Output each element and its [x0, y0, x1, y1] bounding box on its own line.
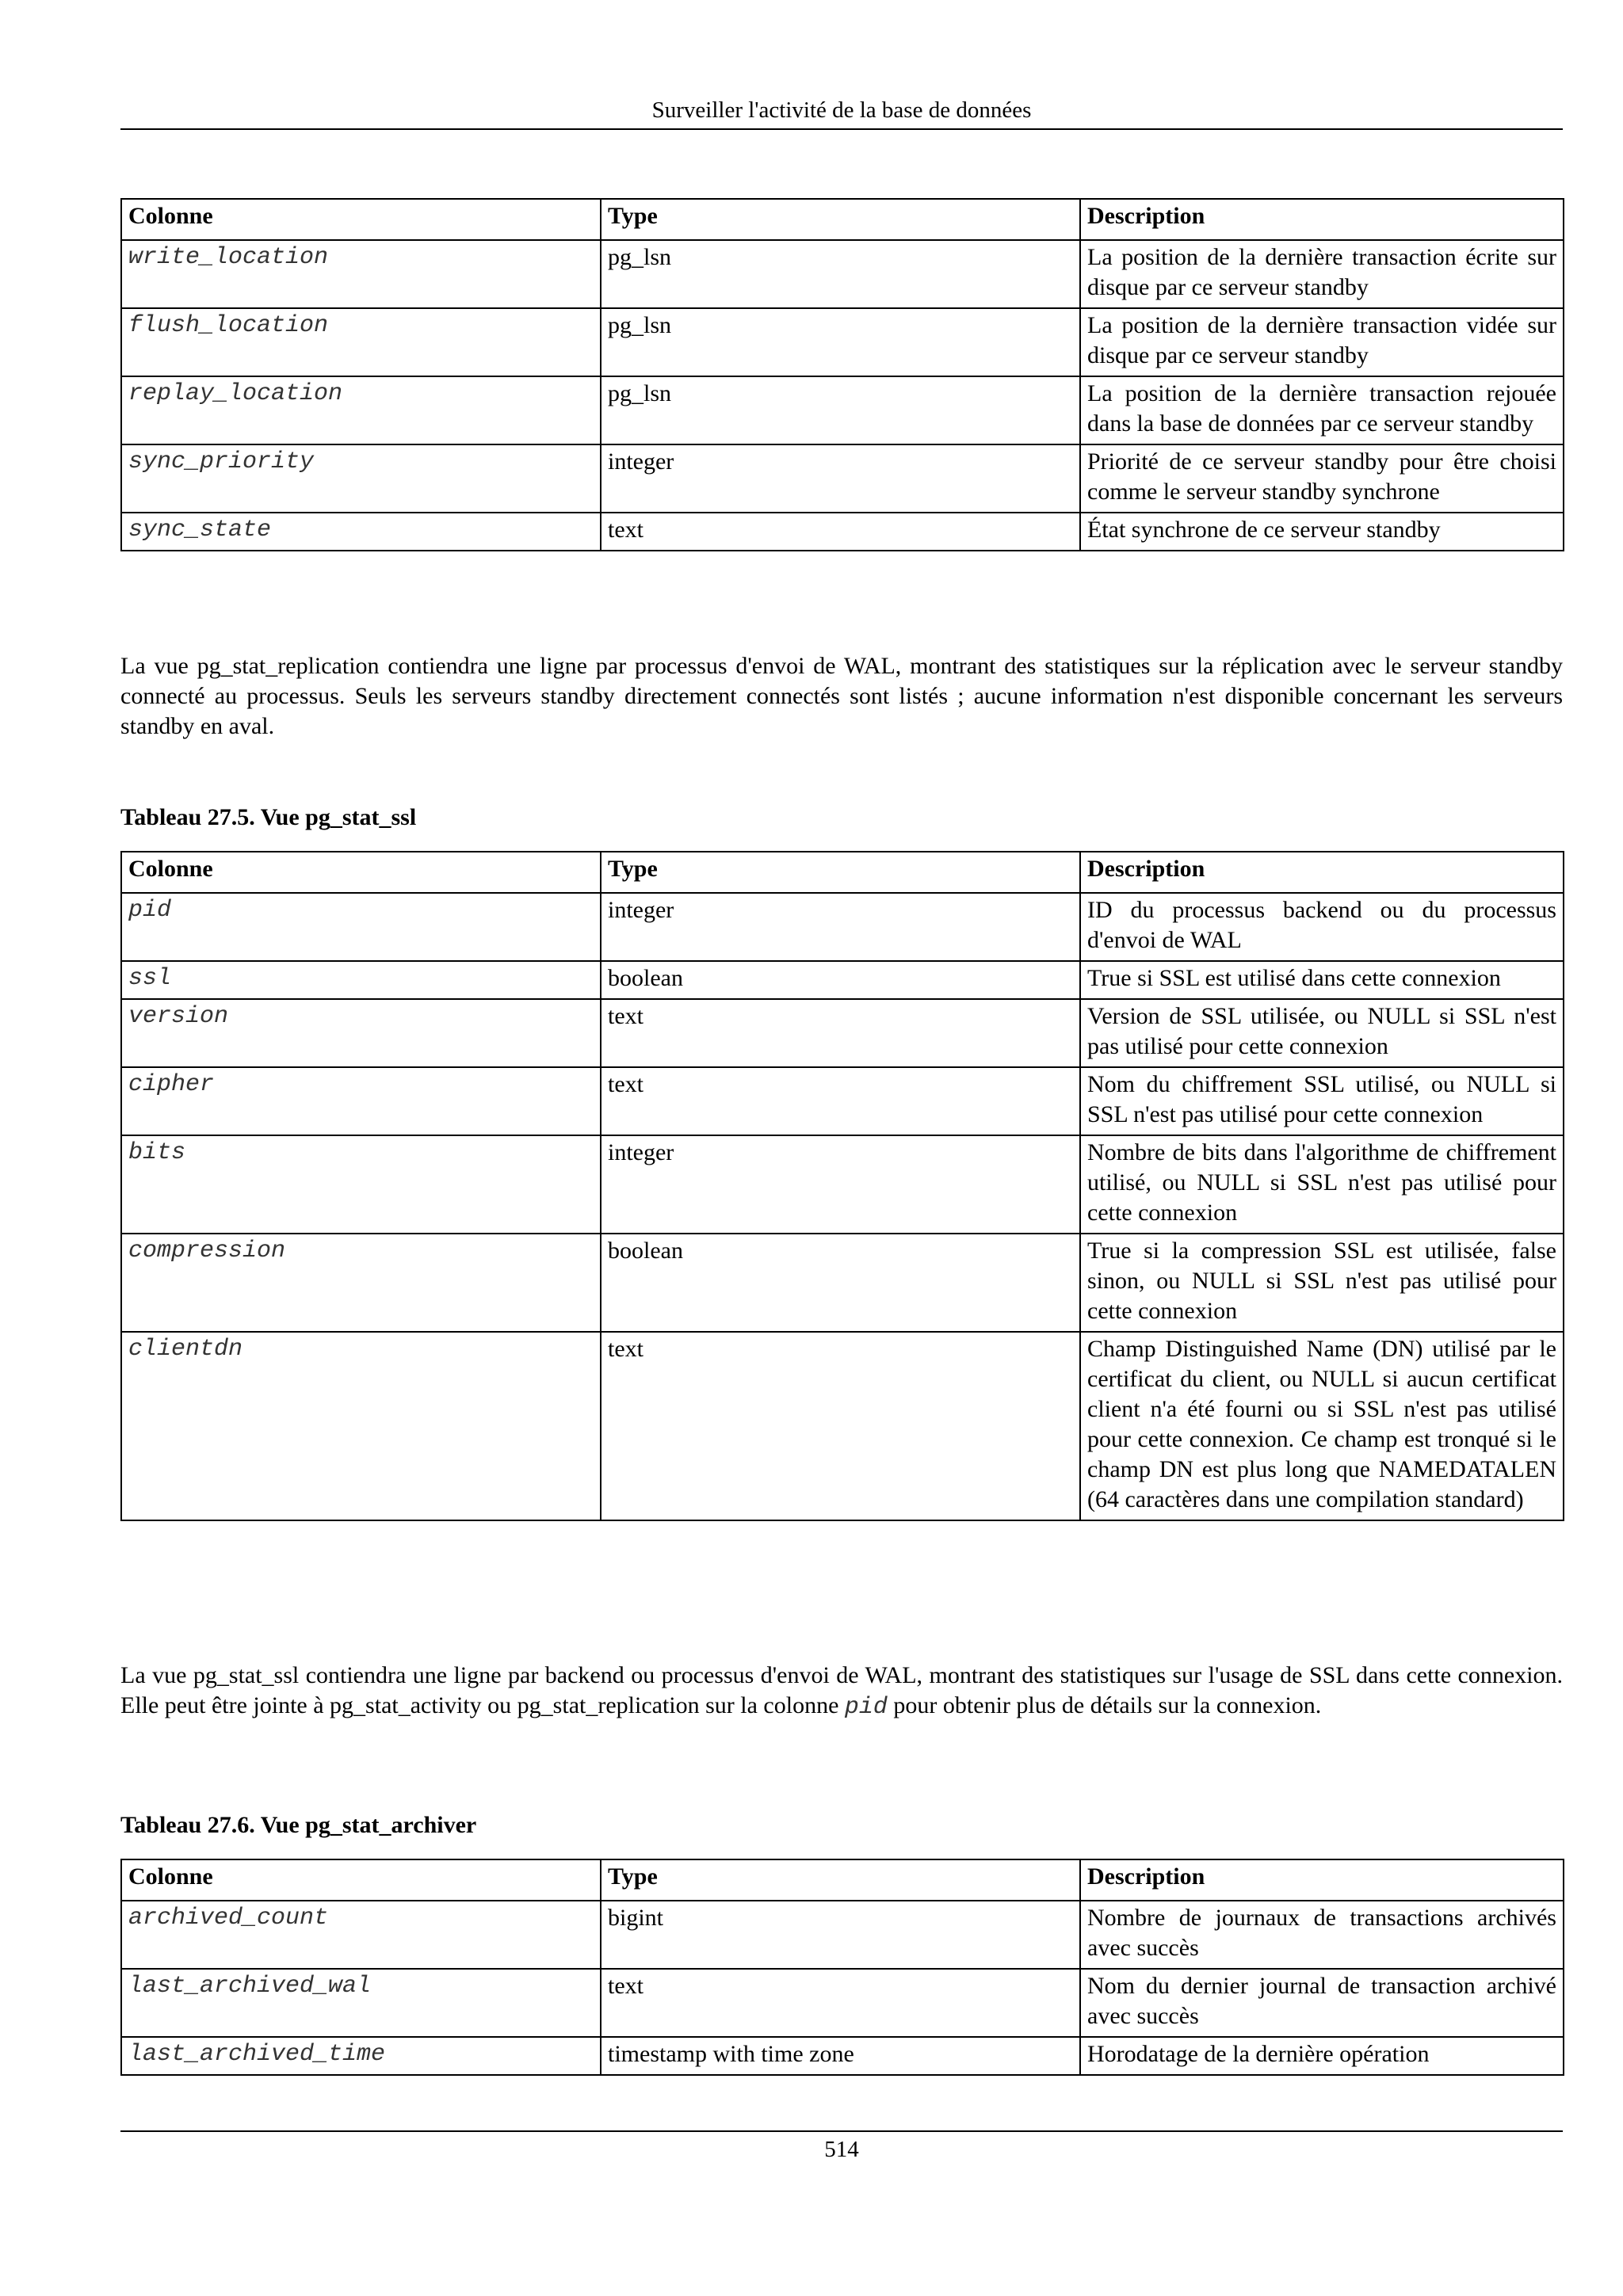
- table-row: [121, 444, 1564, 513]
- type-cell: pg_lsn: [601, 240, 1080, 308]
- type-cell: text: [601, 1067, 1080, 1135]
- description-cell: État synchrone de ce serveur standby: [1080, 513, 1564, 551]
- column-name-cell: replay_location: [121, 376, 601, 444]
- column-name-cell: last_archived_wal: [121, 1969, 601, 2037]
- description-cell: La position de la dernière transaction rejouée dans la base de données par ce serveur standby: [1080, 376, 1564, 444]
- column-name-cell: clientdn: [121, 1332, 601, 1520]
- ssl-paragraph: [120, 1661, 1563, 1722]
- type-cell: text: [601, 999, 1080, 1067]
- description-cell: Champ Distinguished Name (DN) utilisé par le certificat du client, ou NULL si aucun certificat client n'a été fourni ou si SSL n'est pas utilisé pour cette connexion. Ce champ est tronqué si le champ DN est plus long que NAMEDATALEN (64 caractères dans une compilation standard): [1080, 1332, 1564, 1520]
- ssl-paragraph-text: La vue pg_stat_ssl contiendra une ligne par backend ou processus d'envoi de WAL, montrant des statistiques sur l'usage de SSL dans cette connexion. Elle peut être jointe à pg_stat_activity ou pg_stat_replication sur la colonne: [120, 1662, 1563, 1718]
- column-name-cell: write_location: [121, 240, 601, 308]
- column-name-cell: cipher: [121, 1067, 601, 1135]
- description-cell: True si la compression SSL est utilisée, false sinon, ou NULL si SSL n'est pas utilisé pour cette connexion: [1080, 1234, 1564, 1332]
- description-cell: La position de la dernière transaction écrite sur disque par ce serveur standby: [1080, 240, 1564, 308]
- description-cell: ID du processus backend ou du processus d'envoi de WAL: [1080, 893, 1564, 961]
- table-row: [121, 1135, 1564, 1234]
- column-name-cell: compression: [121, 1234, 601, 1332]
- type-cell: integer: [601, 893, 1080, 961]
- column-header: Colonne: [121, 852, 601, 893]
- description-cell: Nom du dernier journal de transaction archivé avec succès: [1080, 1969, 1564, 2037]
- type-cell: boolean: [601, 961, 1080, 999]
- type-cell: integer: [601, 1135, 1080, 1234]
- column-name-cell: pid: [121, 893, 601, 961]
- type-cell: text: [601, 513, 1080, 551]
- column-name-cell: sync_priority: [121, 444, 601, 513]
- column-header: Colonne: [121, 1859, 601, 1901]
- column-header: Type: [601, 199, 1080, 240]
- replication-paragraph: La vue pg_stat_replication contiendra une ligne par processus d'envoi de WAL, montrant des statistiques sur la réplication avec le serveur standby connecté au processus. Seuls les serveurs standby directement connectés sont listés ; aucune information n'est disponible concernant les serveurs standby en aval.: [120, 653, 1563, 739]
- column-header: Description: [1080, 1859, 1564, 1901]
- column-name-cell: bits: [121, 1135, 601, 1234]
- description-cell: La position de la dernière transaction vidée sur disque par ce serveur standby: [1080, 308, 1564, 376]
- description-cell: Nombre de bits dans l'algorithme de chiffrement utilisé, ou NULL si SSL n'est pas utilisé pour cette connexion: [1080, 1135, 1564, 1234]
- header-title: Surveiller l'activité de la base de données: [651, 97, 1032, 123]
- table-row: [121, 999, 1564, 1067]
- page-number: 514: [824, 2137, 859, 2162]
- replication-table: [120, 198, 1564, 551]
- column-header: Description: [1080, 852, 1564, 893]
- column-header: Description: [1080, 199, 1564, 240]
- table-row: [121, 1234, 1564, 1332]
- type-cell: boolean: [601, 1234, 1080, 1332]
- column-name-cell: ssl: [121, 961, 601, 999]
- type-cell: timestamp with time zone: [601, 2037, 1080, 2075]
- ssl-paragraph-text-end: pour obtenir plus de détails sur la connexion.: [887, 1692, 1322, 1718]
- archiver-table: [120, 1859, 1564, 2076]
- table-row: [121, 308, 1564, 376]
- table-row: [121, 376, 1564, 444]
- description-cell: Version de SSL utilisée, ou NULL si SSL n'est pas utilisé pour cette connexion: [1080, 999, 1564, 1067]
- table-row: [121, 1332, 1564, 1520]
- table-row: [121, 1901, 1564, 1969]
- description-cell: Priorité de ce serveur standby pour être choisi comme le serveur standby synchrone: [1080, 444, 1564, 513]
- type-cell: pg_lsn: [601, 308, 1080, 376]
- table-row: [121, 2037, 1564, 2075]
- type-cell: text: [601, 1332, 1080, 1520]
- column-header: Type: [601, 1859, 1080, 1901]
- type-cell: bigint: [601, 1901, 1080, 1969]
- archiver-table-caption: Tableau 27.6. Vue pg_stat_archiver: [120, 1812, 477, 1838]
- footer-rule: [120, 2130, 1563, 2132]
- table-row: [121, 240, 1564, 308]
- ssl-table: [120, 851, 1564, 1521]
- description-cell: Nombre de journaux de transactions archivés avec succès: [1080, 1901, 1564, 1969]
- table-header-row: [121, 1859, 1564, 1901]
- column-name-cell: sync_state: [121, 513, 601, 551]
- ssl-table-caption: Tableau 27.5. Vue pg_stat_ssl: [120, 804, 417, 830]
- table-header-row: [121, 852, 1564, 893]
- table-row: [121, 1067, 1564, 1135]
- type-cell: pg_lsn: [601, 376, 1080, 444]
- column-name-cell: flush_location: [121, 308, 601, 376]
- column-name-cell: last_archived_time: [121, 2037, 601, 2075]
- table-row: [121, 1969, 1564, 2037]
- description-cell: Nom du chiffrement SSL utilisé, ou NULL si SSL n'est pas utilisé pour cette connexion: [1080, 1067, 1564, 1135]
- inline-code: pid: [844, 1694, 888, 1721]
- table-row: [121, 961, 1564, 999]
- type-cell: text: [601, 1969, 1080, 2037]
- column-name-cell: version: [121, 999, 601, 1067]
- page-header: [120, 93, 1563, 130]
- table-row: [121, 893, 1564, 961]
- table-row: [121, 513, 1564, 551]
- column-name-cell: archived_count: [121, 1901, 601, 1969]
- description-cell: Horodatage de la dernière opération: [1080, 2037, 1564, 2075]
- description-cell: True si SSL est utilisé dans cette connexion: [1080, 961, 1564, 999]
- column-header: Type: [601, 852, 1080, 893]
- column-header: Colonne: [121, 199, 601, 240]
- table-header-row: [121, 199, 1564, 240]
- type-cell: integer: [601, 444, 1080, 513]
